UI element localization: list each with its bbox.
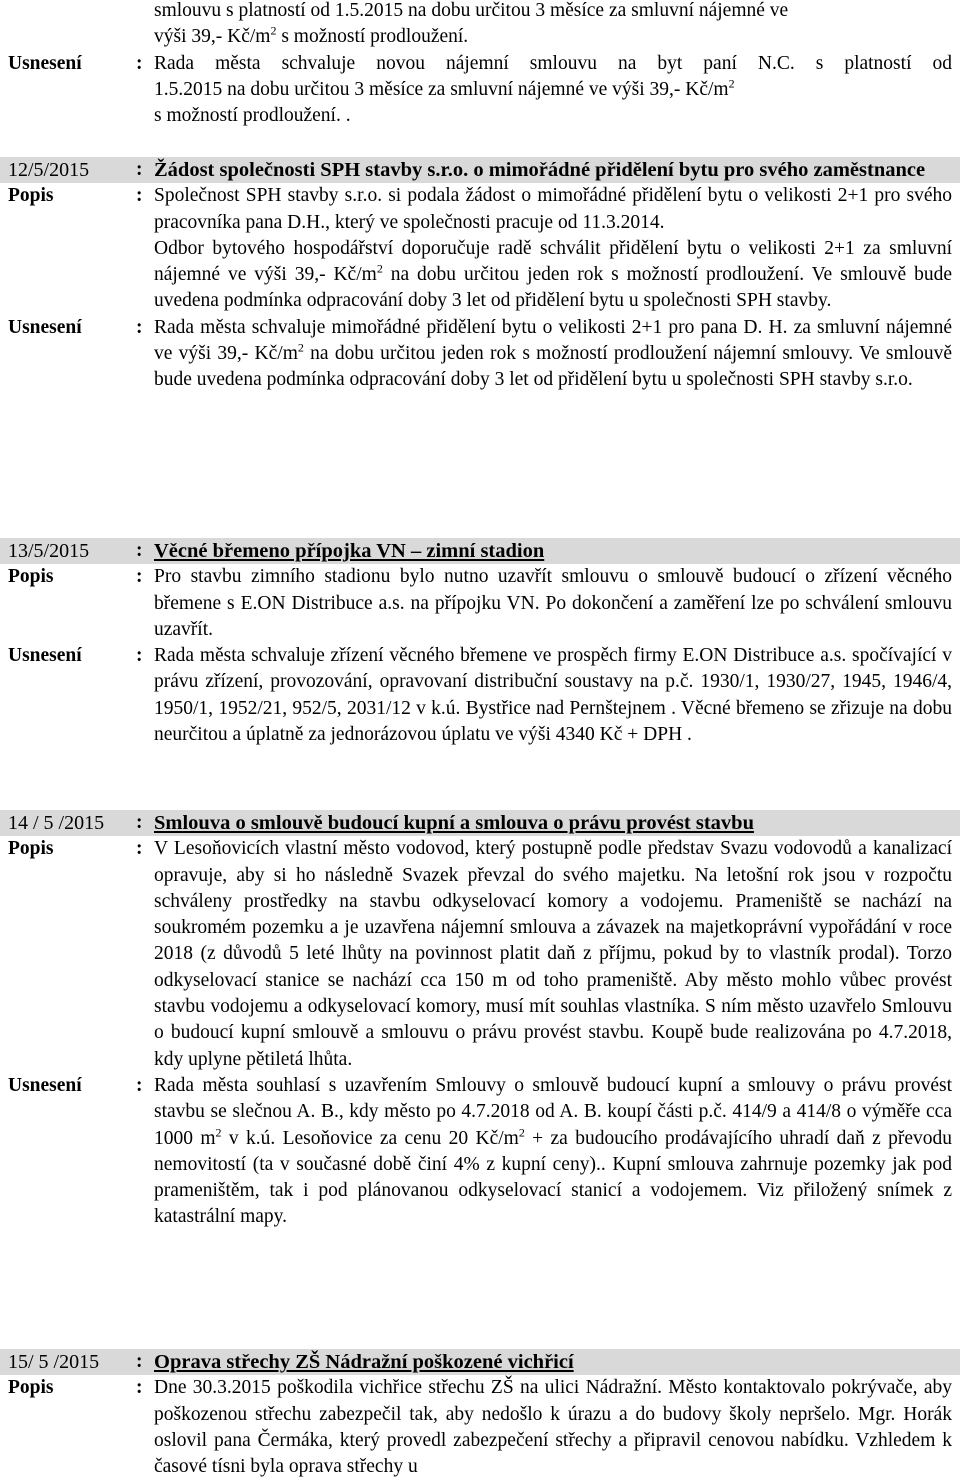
colon: : [136,52,143,74]
usneseni-label: Usnesení [8,316,82,338]
popis-label: Popis [8,1377,54,1399]
usneseni-text: Rada města souhlasí s uzavřením Smlouvy o smlouvě budoucí kupní a smlouvy o právu provést stavbu se slečnou A. B., kdy město po 4.7.2018 od A. B. koupí části p.č. 414/9 a 414/8 o výměře cca 1000 $m^2$ v k.ú. Lesoňovice za cenu 20 $Kč/m^2$ + za budoucího prodávajícího uhradí daň z převodu nemovitostí (ta v současné době činí 4% z kupní ceny).. Kupní smlouva zahrnuje pozemky jak pod prameništěm, tak i pod plánovanou odkyselovací stanicí a vodojemem. Viz přiložený snímek z katastrální mapy. [154,1074,953,1228]
item-15-header: 15/ 5 /2015 : Oprava střechy ZŠ Nádražní poškozené vichřicí [0,1349,960,1375]
intro-section [0,0,960,129]
item-title: Žádost společnosti SPH stavby s.r.o. o mimořádné přidělení bytu pro svého zaměstnance [154,159,926,181]
popis-text: Společnost SPH stavby s.r.o. si podala žádost o mimořádné přidělení bytu o velikosti 2+1 pro svého pracovníka pana D.H., který ve společnosti pracuje od 11.3.2014. [154,185,952,233]
item-number: 12/5/2015 [8,159,90,181]
usneseni-line3: s možností prodloužení. . [154,105,351,127]
usneseni-label: Usnesení [8,645,82,667]
usneseni-label: Usnesení [8,52,82,74]
item-15: 15/ 5 /2015 : Oprava střechy ZŠ Nádražní poškozené vichřicí Popis : Dne 30.3.2015 poškodila vichřice střechu ZŠ na ulici Nádražní. Město kontaktovalo pokrývače, aby poškozenou střechu zabezpečil tak, aby nedošlo k úrazu a do budovy školy nepršelo. Mgr. Horák oslovil pana Čermáka, který provedl zabezpečení střechy a připravil cenovou nabídku. Vzhledem k časové tísni byla oprava střechy u [0,1349,960,1480]
item-number: 13/5/2015 [8,540,90,562]
item-14: 14 / 5 /2015 : Smlouva o smlouvě budoucí kupní a smlouva o právu provést stavbu Popis : V Lesoňovicích vlastní město vodovod, který postupně podle představ Svazu vodovodů a kanalizací opravuje, aby si ho následně Svazek převzal do svého majetku. Na letošní rok jsou v rozpočtu schváleny prostředky na stavbu odkyselovací komory a vodojemu. Prameniště se nachází na soukromém pozemku a je uzavřena nájemní smlouva a závazek na majetkoprávní vypořádání v roce 2018 (z důvodů 5 leté lhůty na povinnost platit daň z příjmu, pokud by to vlastník prodal). Torzo odkyselovací stanice se nachází cca 150 m od toho prameniště. Aby město mohlo vůbec provést stavbu vodojemu a odkyselovací komory, musí mít souhlas vlastníka. S ním město uzavřelo Smlouvu o budoucí kupní smlouvě a smlouvu o právu provést stavbu. Koupě bude realizována po 4.7.2018, kdy uplyne pětiletá lhůta. Usnesení : Rada města souhlasí s uzavřením Smlouvy o smlouvě budoucí kupní a smlouvy o právu provést stavbu se slečnou A. B., kdy město po 4.7.2018 od A. B. koupí části p.č. 414/9 a 414/8 o výměře cca 1000 $m^2$ v k.ú. Lesoňovice za cenu 20 $Kč/m^2$ + za budoucího prodávajícího uhradí daň z převodu nemovitostí (ta v současné době činí 4% z kupní ceny).. Kupní smlouva zahrnuje pozemky jak pod prameništěm, tak i pod plánovanou odkyselovací stanicí a vodojemem. Viz přiložený snímek z katastrální mapy. [0,810,960,1231]
item-title: Věcné břemeno přípojka VN – zimní stadion [154,540,545,562]
popis-label: Popis [8,566,54,588]
item-13: 13/5/2015 : Věcné břemeno přípojka VN – zimní stadion Popis : Pro stavbu zimního stadionu bylo nutno uzavřít smlouvu o smlouvě budoucí o zřízení věcného břemene s E.ON Distribuce a.s. na přípojku VN. Po dokončení a zaměření lze po schválení smlouvu uzavřít. Usnesení : Rada města schvaluje zřízení věcného břemene ve prospěch firmy E.ON Distribuce a.s. spočívající v právu zřízení, provozování, opravovaní distribuční soustavy na p.č. 1930/1, 1930/27, 1945, 1946/4, 1950/1, 1952/21, 952/5, 2031/12 v k.ú. Bystřice nad Pernštejnem . Věcné břemeno se zřizuje na dobu neurčitou a úplatně za jednorázovou úplatu ve výši 4340 Kč + DPH . [0,538,960,748]
popis-text: Pro stavbu zimního stadionu bylo nutno uzavřít smlouvu o smlouvě budoucí o zřízení věcného břemene s E.ON Distribuce a.s. na přípojku VN. Po dokončení a zaměření lze po schválení smlouvu uzavřít. [154,566,952,640]
item-number: 14 / 5 /2015 [8,812,105,834]
usneseni-text: Rada města schvaluje mimořádné přidělení bytu o velikosti 2+1 pro pana D. H. za smluvní nájemné ve výši 39,- $Kč/m^2$ na dobu určitou jeden rok s možností prodloužení nájemní smlouvy. Ve smlouvě bude uvedena podmínka odpracování doby 3 let od přidělení bytu u společnosti SPH stavby s.r.o. [154,316,952,391]
popis-text-2: Odbor bytového hospodářství doporučuje radě schválit přidělení bytu o velikosti 2+1 za smluvní nájemné ve výši 39,- $Kč/m^2$ na dobu určitou jeden rok s možností prodloužení. Ve smlouvě bude uvedena podmínka odpracování doby 3 let od přidělení bytu u společnosti SPH stavby. [154,237,953,312]
popis-tail-line1: smlouvu s platností od 1.5.2015 na dobu určitou 3 měsíce za smluvní nájemné ve [154,0,789,21]
popis-text: Dne 30.3.2015 poškodila vichřice střechu ZŠ na ulici Nádražní. Město kontaktovalo pokrývače, aby poškozenou střechu zabezpečil tak, aby nedošlo k úrazu a do budovy školy nepršelo. Mgr. Horák oslovil pana Čermáka, který provedl zabezpečení střechy a připravil cenovou nabídku. Vzhledem k časové tísni byla oprava střechy u [154,1377,952,1478]
item-number: 15/ 5 /2015 [8,1351,100,1373]
popis-tail-line2: výši 39,- $Kč/m^2$ s možností prodloužení. [154,23,469,48]
popis-label: Popis [8,838,54,860]
popis-label: Popis [8,185,54,207]
item-12: 12/5/2015 : Žádost společnosti SPH stavby s.r.o. o mimořádné přidělení bytu pro svého zaměstnance Popis : Společnost SPH stavby s.r.o. si podala žádost o mimořádné přidělení bytu o velikosti 2+1 pro svého pracovníka pana D.H., který ve společnosti pracuje od 11.3.2014. Odbor bytového hospodářství doporučuje radě schválit přidělení bytu o velikosti 2+1 za smluvní nájemné ve výši 39,- $Kč/m^2$ na dobu určitou jeden rok s možností prodloužení. Ve smlouvě bude uvedena podmínka odpracování doby 3 let od přidělení bytu u společnosti SPH stavby. Usnesení : Rada města schvaluje mimořádné přidělení bytu o velikosti 2+1 pro pana D. H. za smluvní nájemné ve výši 39,- $Kč/m^2$ na dobu určitou jeden rok s možností prodloužení nájemní smlouvy. Ve smlouvě bude uvedena podmínka odpracování doby 3 let od přidělení bytu u společnosti SPH stavby s.r.o. [0,157,960,394]
usneseni-text: Rada města schvaluje zřízení věcného břemene ve prospěch firmy E.ON Distribuce a.s. spočívající v právu zřízení, provozování, opravovaní distribuční soustavy na p.č. 1930/1, 1930/27, 1945, 1946/4, 1950/1, 1952/21, 952/5, 2031/12 v k.ú. Bystřice nad Pernštejnem . Věcné břemeno se zřizuje na dobu neurčitou a úplatně za jednorázovou úplatu ve výši 4340 Kč + DPH . [154,645,952,746]
item-14-header: 14 / 5 /2015 : Smlouva o smlouvě budoucí kupní a smlouva o právu provést stavbu [0,810,960,836]
usneseni-line1: Rada města schvaluje novou nájemní smlouvu na byt paní N.C. s platností od [154,52,952,74]
item-title: Oprava střechy ZŠ Nádražní poškozené vichřicí [154,1351,574,1373]
item-title: Smlouva o smlouvě budoucí kupní a smlouva o právu provést stavbu [154,812,754,834]
popis-text: V Lesoňovicích vlastní město vodovod, který postupně podle představ Svazu vodovodů a kanalizací opravuje, aby si ho následně Svazek převzal do svého majetku. Na letošní rok jsou v rozpočtu schváleny prostředky na stavbu odkyselovací komory a vodojemu. Prameniště se nachází na soukromém pozemku a je uzavřena nájemní smlouva a závazek na majetkoprávní vypořádání v roce 2018 (z důvodů 5 leté lhůty na povinnost platit daň z příjmu, pokud by to vlastník prodal). Torzo odkyselovací stanice se nachází cca 150 m od toho prameniště. Aby město mohlo vůbec provést stavbu vodojemu a odkyselovací komory, musí mít souhlas vlastníka. S ním město uzavřelo Smlouvu o budoucí kupní smlouvě a smlouvu o právu provést stavbu. Koupě bude realizována po 4.7.2018, kdy uplyne pětiletá lhůta. [154,838,952,1070]
item-12-header: 12/5/2015 : Žádost společnosti SPH stavby s.r.o. o mimořádné přidělení bytu pro svého zaměstnance [0,157,960,183]
item-13-header: 13/5/2015 : Věcné břemeno přípojka VN – zimní stadion [0,538,960,564]
usneseni-label: Usnesení [8,1074,82,1096]
usneseni-line2: 1.5.2015 na dobu určitou 3 měsíce za smluvní nájemné ve výši 39,- $Kč/m^2$ [154,76,735,100]
